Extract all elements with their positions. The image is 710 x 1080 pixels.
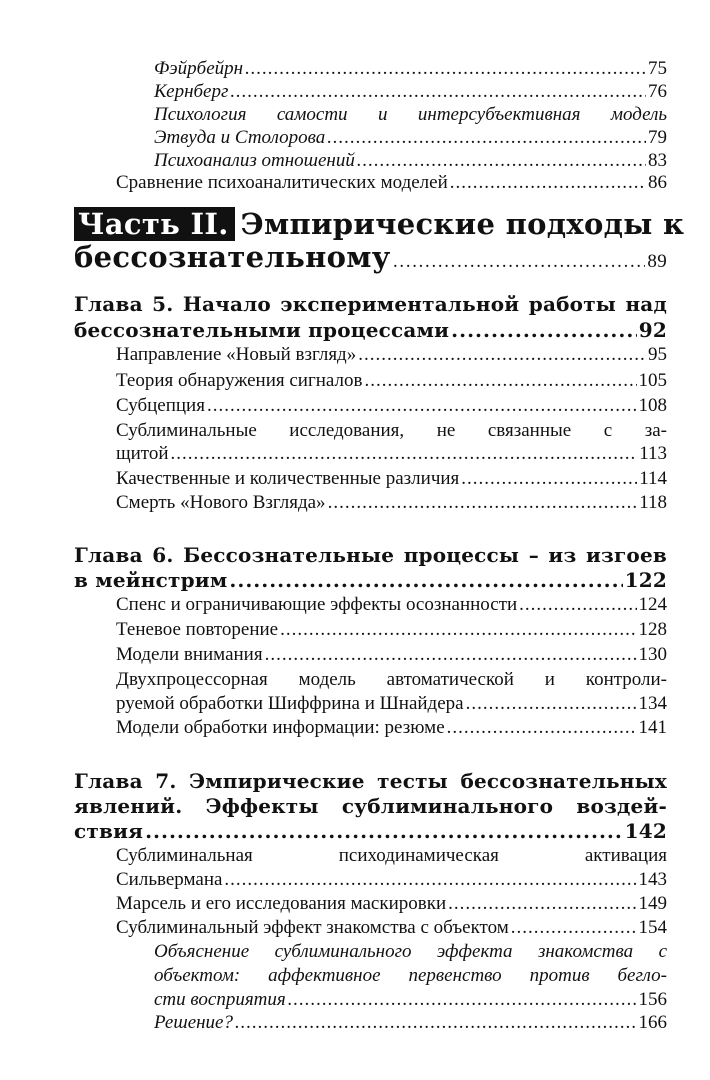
toc-line [154,989,667,1011]
toc-page-number: 142 [624,819,667,843]
toc-entry-title: Глава 5. Начало экспериментальной работы над [74,292,667,316]
toc-page-number: 154 [638,917,667,938]
toc-line [74,769,667,793]
toc-entry-title: Сублиминальная психодинамическая активация [116,845,667,866]
toc-page-number: 89 [647,251,667,272]
toc-entry-title: Направление «Новый взгляд» [116,344,357,365]
toc-line [116,594,667,616]
toc-page-number: 143 [638,869,667,890]
dot-leader [207,395,637,417]
toc-line [116,917,667,939]
toc-line [116,443,667,465]
toc-page-number: 79 [648,127,667,148]
toc-page-number: 92 [638,318,667,342]
toc-page-number: 166 [638,1012,667,1033]
toc-page-number: 75 [648,58,667,79]
toc-line [116,395,667,417]
dot-leader [393,252,646,272]
toc-entry-title: Решение? [154,1012,233,1033]
toc-line [116,893,667,915]
toc-line [74,292,667,316]
toc-line [116,619,667,641]
toc-entry-title: Этвуда и Столорова [154,127,326,148]
toc-line [116,370,667,392]
toc-entry-title: Психоанализ отношений [154,150,355,171]
toc-line [116,869,667,891]
toc-entry-title: Смерть «Нового Взгляда» [116,492,326,513]
toc-line [116,344,667,366]
toc-page-number: 124 [638,594,667,615]
toc-entry-title: Качественные и количественные различия [116,468,460,489]
toc-entry-title: ствия [74,819,144,843]
dot-leader [235,1012,637,1034]
toc-entry-title: Теория обнаружения сигналов [116,370,363,391]
toc-line [116,468,667,490]
dot-leader [245,58,646,80]
toc-line [116,845,667,867]
toc-line [74,207,685,241]
toc-page-number: 134 [638,693,667,714]
toc-page-number: 128 [638,619,667,640]
toc-page-number: 108 [638,395,667,416]
toc-page-number: 118 [639,492,667,513]
toc-entry-title: в мейнстрим [74,568,228,592]
toc-entry-title: Сублиминальный эффект знакомства с объектом [116,917,509,938]
toc-entry-title: бессознательными процессами [74,318,450,342]
dot-leader [451,318,637,342]
toc-entry-title: Сильвермана [116,869,223,890]
dot-leader [519,594,636,616]
toc-entry-title: Марсель и его исследования маскировки [116,893,447,914]
toc-page-number: 105 [638,370,667,391]
toc-entry-title: Теневое повторение [116,619,279,640]
toc-entry-title: Модели обработки информации: резюме [116,717,445,738]
toc-page-number: 76 [648,81,667,102]
toc-entry-title: объектом: аффективное первенство против бегло- [154,965,667,986]
toc-entry-title: Фэйрбейрн [154,58,244,79]
toc-entry-title: Эмпирические подходы к [240,207,685,241]
toc-page-number: 114 [639,468,667,489]
toc-page-number: 95 [648,344,667,365]
dot-leader [230,81,646,103]
toc-page-number: 149 [638,893,667,914]
toc-entry-title: Модели внимания [116,644,263,665]
dot-leader [511,917,637,939]
dot-leader [328,492,638,514]
toc-line [154,104,667,126]
toc-entry-title: Психология самости и интерсубъективная модель [154,104,667,125]
dot-leader [288,989,637,1011]
toc-page-number: 113 [639,443,667,464]
dot-leader [357,150,646,172]
toc-entry-title: Объяснение сублиминального эффекта знакомства с [154,941,667,962]
dot-leader [229,568,622,592]
toc-entry-title: Кернберг [154,81,229,102]
toc-line [154,127,667,149]
toc-entry-title: Сравнение психоаналитических моделей [116,172,448,193]
toc-page-number: 86 [648,172,667,193]
part-label: Часть II. [74,207,235,241]
toc-page-number: 130 [638,644,667,665]
toc-line [116,693,667,715]
toc-line [116,669,667,691]
toc-page-number: 156 [638,989,667,1010]
toc-entry-title: Сублиминальные исследования, не связанные с за- [116,420,667,441]
toc-page-number: 83 [648,150,667,171]
toc-line [116,492,667,514]
dot-leader [461,468,637,490]
toc-line [154,941,667,963]
dot-leader [447,717,637,739]
toc-entry-title: Субцепция [116,395,205,416]
toc-line [74,819,667,843]
toc-entry-title: Глава 6. Бессознательные процессы – из изгоев [74,543,667,567]
toc-line [154,150,667,172]
toc-entry-title: сти восприятия [154,989,286,1010]
dot-leader [466,693,637,715]
dot-leader [448,893,636,915]
toc-line [74,568,667,592]
toc-entry-title: бессознательному [74,240,391,274]
toc-entry-title: руемой обработки Шиффрина и Шнайдера [116,693,464,714]
toc-line [116,717,667,739]
dot-leader [171,443,638,465]
toc-page-number: 141 [638,717,667,738]
toc-line [74,543,667,567]
toc-entry-title: Глава 7. Эмпирические тесты бессознательных [74,769,667,793]
toc-line [116,644,667,666]
toc-line [154,81,667,103]
toc-page-number: 122 [624,568,667,592]
toc-entry-title: щитой [116,443,169,464]
toc-line [154,965,667,987]
toc-line [74,794,667,818]
toc-entry-title: Спенс и ограничивающие эффекты осознанности [116,594,518,615]
dot-leader [450,172,646,194]
toc-line [154,1012,667,1034]
toc-line [116,172,667,194]
toc-entry-title: явлений. Эффекты сублиминального воздей- [74,794,667,818]
toc-line [154,58,667,80]
toc-line [74,318,667,342]
toc-line [116,420,667,442]
dot-leader [224,869,636,891]
dot-leader [280,619,636,641]
toc-entry-title: Двухпроцессорная модель автоматической и контроли- [116,669,667,690]
dot-leader [265,644,637,666]
dot-leader [365,370,637,392]
dot-leader [145,819,623,843]
toc-line [74,240,667,274]
dot-leader [358,344,646,366]
dot-leader [327,127,646,149]
